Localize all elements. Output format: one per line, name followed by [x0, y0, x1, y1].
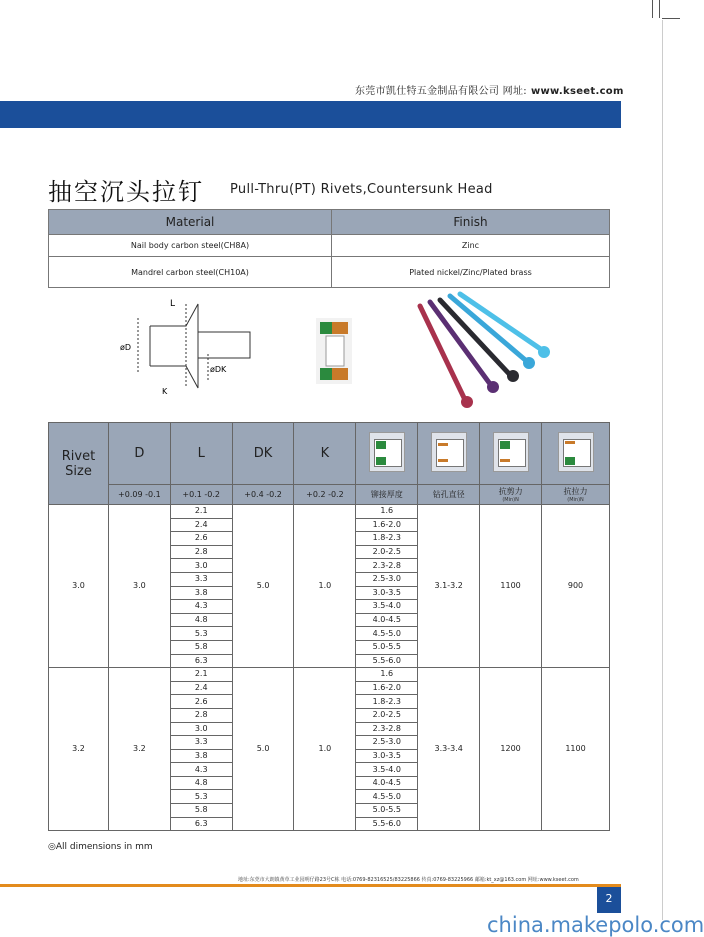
tensile-label: 抗拉力: [563, 487, 588, 496]
grip-cell: 1.6-2.0: [356, 681, 418, 695]
tolerance-dk: +0.4 -0.2: [232, 485, 294, 505]
tolerance-l: +0.1 -0.2: [170, 485, 232, 505]
cross-section-image: [316, 318, 352, 384]
tensile-unit: (Min)N: [567, 497, 584, 503]
label-d: øD: [120, 343, 132, 352]
rivet-size-cell: 3.2: [49, 668, 109, 831]
grip-cell: 2.3-2.8: [356, 559, 418, 573]
shear-strength-icon: [480, 423, 542, 485]
page-number: 2: [597, 887, 621, 913]
label-l: L: [170, 299, 176, 309]
tensile-strength-icon: [542, 423, 610, 485]
finish-cell: Plated nickel/Zinc/Plated brass: [332, 257, 610, 288]
l-cell: 3.8: [170, 586, 232, 600]
spec-table: [48, 422, 610, 831]
header-l: L: [170, 423, 232, 485]
header-band: [0, 101, 621, 128]
tolerance-k: +0.2 -0.2: [294, 485, 356, 505]
shear-cell: 1100: [480, 505, 542, 668]
watermark: china.makepolo.com: [487, 913, 704, 937]
grip-cell: 3.0-3.5: [356, 749, 418, 763]
header-tensile: [542, 485, 610, 505]
header-grip: 铆接厚度: [356, 485, 418, 505]
company-website: www.kseet.com: [530, 86, 624, 97]
grip-cell: 5.0-5.5: [356, 640, 418, 654]
l-cell: 3.3: [170, 572, 232, 586]
grip-cell: 3.5-4.0: [356, 763, 418, 777]
crop-mark: [659, 0, 660, 18]
grip-cell: 4.0-4.5: [356, 776, 418, 790]
l-cell: 2.1: [170, 668, 232, 682]
l-cell: 6.3: [170, 654, 232, 668]
material-header: Material: [49, 210, 332, 235]
rivet-drawing: [120, 296, 260, 400]
page-title-cn: 抽空沉头拉钉: [48, 178, 204, 206]
l-cell: 3.0: [170, 559, 232, 573]
material-cell: Nail body carbon steel(CH8A): [49, 235, 332, 257]
l-cell: 2.8: [170, 545, 232, 559]
dk-cell: 5.0: [232, 505, 294, 668]
grip-cell: 2.3-2.8: [356, 722, 418, 736]
grip-cell: 4.0-4.5: [356, 613, 418, 627]
l-cell: 4.8: [170, 613, 232, 627]
d-cell: 3.0: [108, 505, 170, 668]
hole-diameter-icon: [418, 423, 480, 485]
l-cell: 3.0: [170, 722, 232, 736]
grip-cell: 4.5-5.0: [356, 627, 418, 641]
grip-cell: 5.5-6.0: [356, 654, 418, 668]
rivets-photo: [405, 292, 565, 412]
footer-contact: 地址:东莞市大朗镇黄草工业园明仔路23号C栋 电话:0769-82316525/83225866 传真:0769-83225966 邮箱:kt_xz@163.com 网址:www.kseet.com: [238, 877, 579, 883]
crop-mark: [662, 18, 680, 19]
l-cell: 2.6: [170, 695, 232, 709]
header-shear: [480, 485, 542, 505]
tensile-cell: 900: [542, 505, 610, 668]
grip-cell: 1.8-2.3: [356, 532, 418, 546]
grip-cell: 2.0-2.5: [356, 708, 418, 722]
l-cell: 2.4: [170, 518, 232, 532]
l-cell: 4.3: [170, 600, 232, 614]
label-k: K: [162, 387, 168, 396]
page-title-en: Pull-Thru(PT) Rivets,Countersunk Head: [230, 182, 493, 197]
finish-cell: Zinc: [332, 235, 610, 257]
grip-cell: 1.6-2.0: [356, 518, 418, 532]
tolerance-d: +0.09 -0.1: [108, 485, 170, 505]
l-cell: 5.3: [170, 790, 232, 804]
header-hole: 钻孔直径: [418, 485, 480, 505]
shear-unit: (Min)N: [502, 497, 519, 503]
l-cell: 5.8: [170, 640, 232, 654]
grip-cell: 2.5-3.0: [356, 572, 418, 586]
grip-range-icon: [356, 423, 418, 485]
grip-cell: 5.0-5.5: [356, 804, 418, 818]
l-cell: 6.3: [170, 817, 232, 831]
hole-cell: 3.1-3.2: [418, 505, 480, 668]
spec-row: [49, 505, 610, 519]
l-cell: 5.8: [170, 804, 232, 818]
l-cell: 2.8: [170, 708, 232, 722]
header-k: K: [294, 423, 356, 485]
k-cell: 1.0: [294, 505, 356, 668]
l-cell: 4.3: [170, 763, 232, 777]
grip-cell: 4.5-5.0: [356, 790, 418, 804]
l-cell: 3.8: [170, 749, 232, 763]
l-cell: 2.6: [170, 532, 232, 546]
label-dk: øDK: [210, 365, 227, 374]
footer-line: [0, 884, 621, 887]
material-cell: Mandrel carbon steel(CH10A): [49, 257, 332, 288]
finish-header: Finish: [332, 210, 610, 235]
header-rivet-size: Rivet Size: [49, 423, 109, 505]
grip-cell: 3.5-4.0: [356, 600, 418, 614]
l-cell: 3.3: [170, 736, 232, 750]
crop-mark: [652, 0, 653, 18]
shear-cell: 1200: [480, 668, 542, 831]
l-cell: 2.4: [170, 681, 232, 695]
company-name: 东莞市凯仕特五金制品有限公司 网址:: [355, 86, 527, 97]
l-cell: 4.8: [170, 776, 232, 790]
header-dk: DK: [232, 423, 294, 485]
spec-body: [49, 505, 610, 831]
grip-cell: 3.0-3.5: [356, 586, 418, 600]
grip-cell: 2.5-3.0: [356, 736, 418, 750]
hole-cell: 3.3-3.4: [418, 668, 480, 831]
shear-label: 抗剪力: [498, 487, 523, 496]
grip-cell: 1.6: [356, 505, 418, 519]
grip-cell: 5.5-6.0: [356, 817, 418, 831]
l-cell: 5.3: [170, 627, 232, 641]
dimensions-note: ◎All dimensions in mm: [48, 842, 153, 852]
d-cell: 3.2: [108, 668, 170, 831]
material-table: [48, 209, 610, 288]
grip-cell: 2.0-2.5: [356, 545, 418, 559]
grip-cell: 1.8-2.3: [356, 695, 418, 709]
header-d: D: [108, 423, 170, 485]
l-cell: 2.1: [170, 505, 232, 519]
grip-cell: 1.6: [356, 668, 418, 682]
dk-cell: 5.0: [232, 668, 294, 831]
k-cell: 1.0: [294, 668, 356, 831]
tensile-cell: 1100: [542, 668, 610, 831]
spec-row: [49, 668, 610, 682]
page-edge-line: [662, 20, 663, 920]
rivet-size-cell: 3.0: [49, 505, 109, 668]
company-header: [355, 82, 624, 97]
